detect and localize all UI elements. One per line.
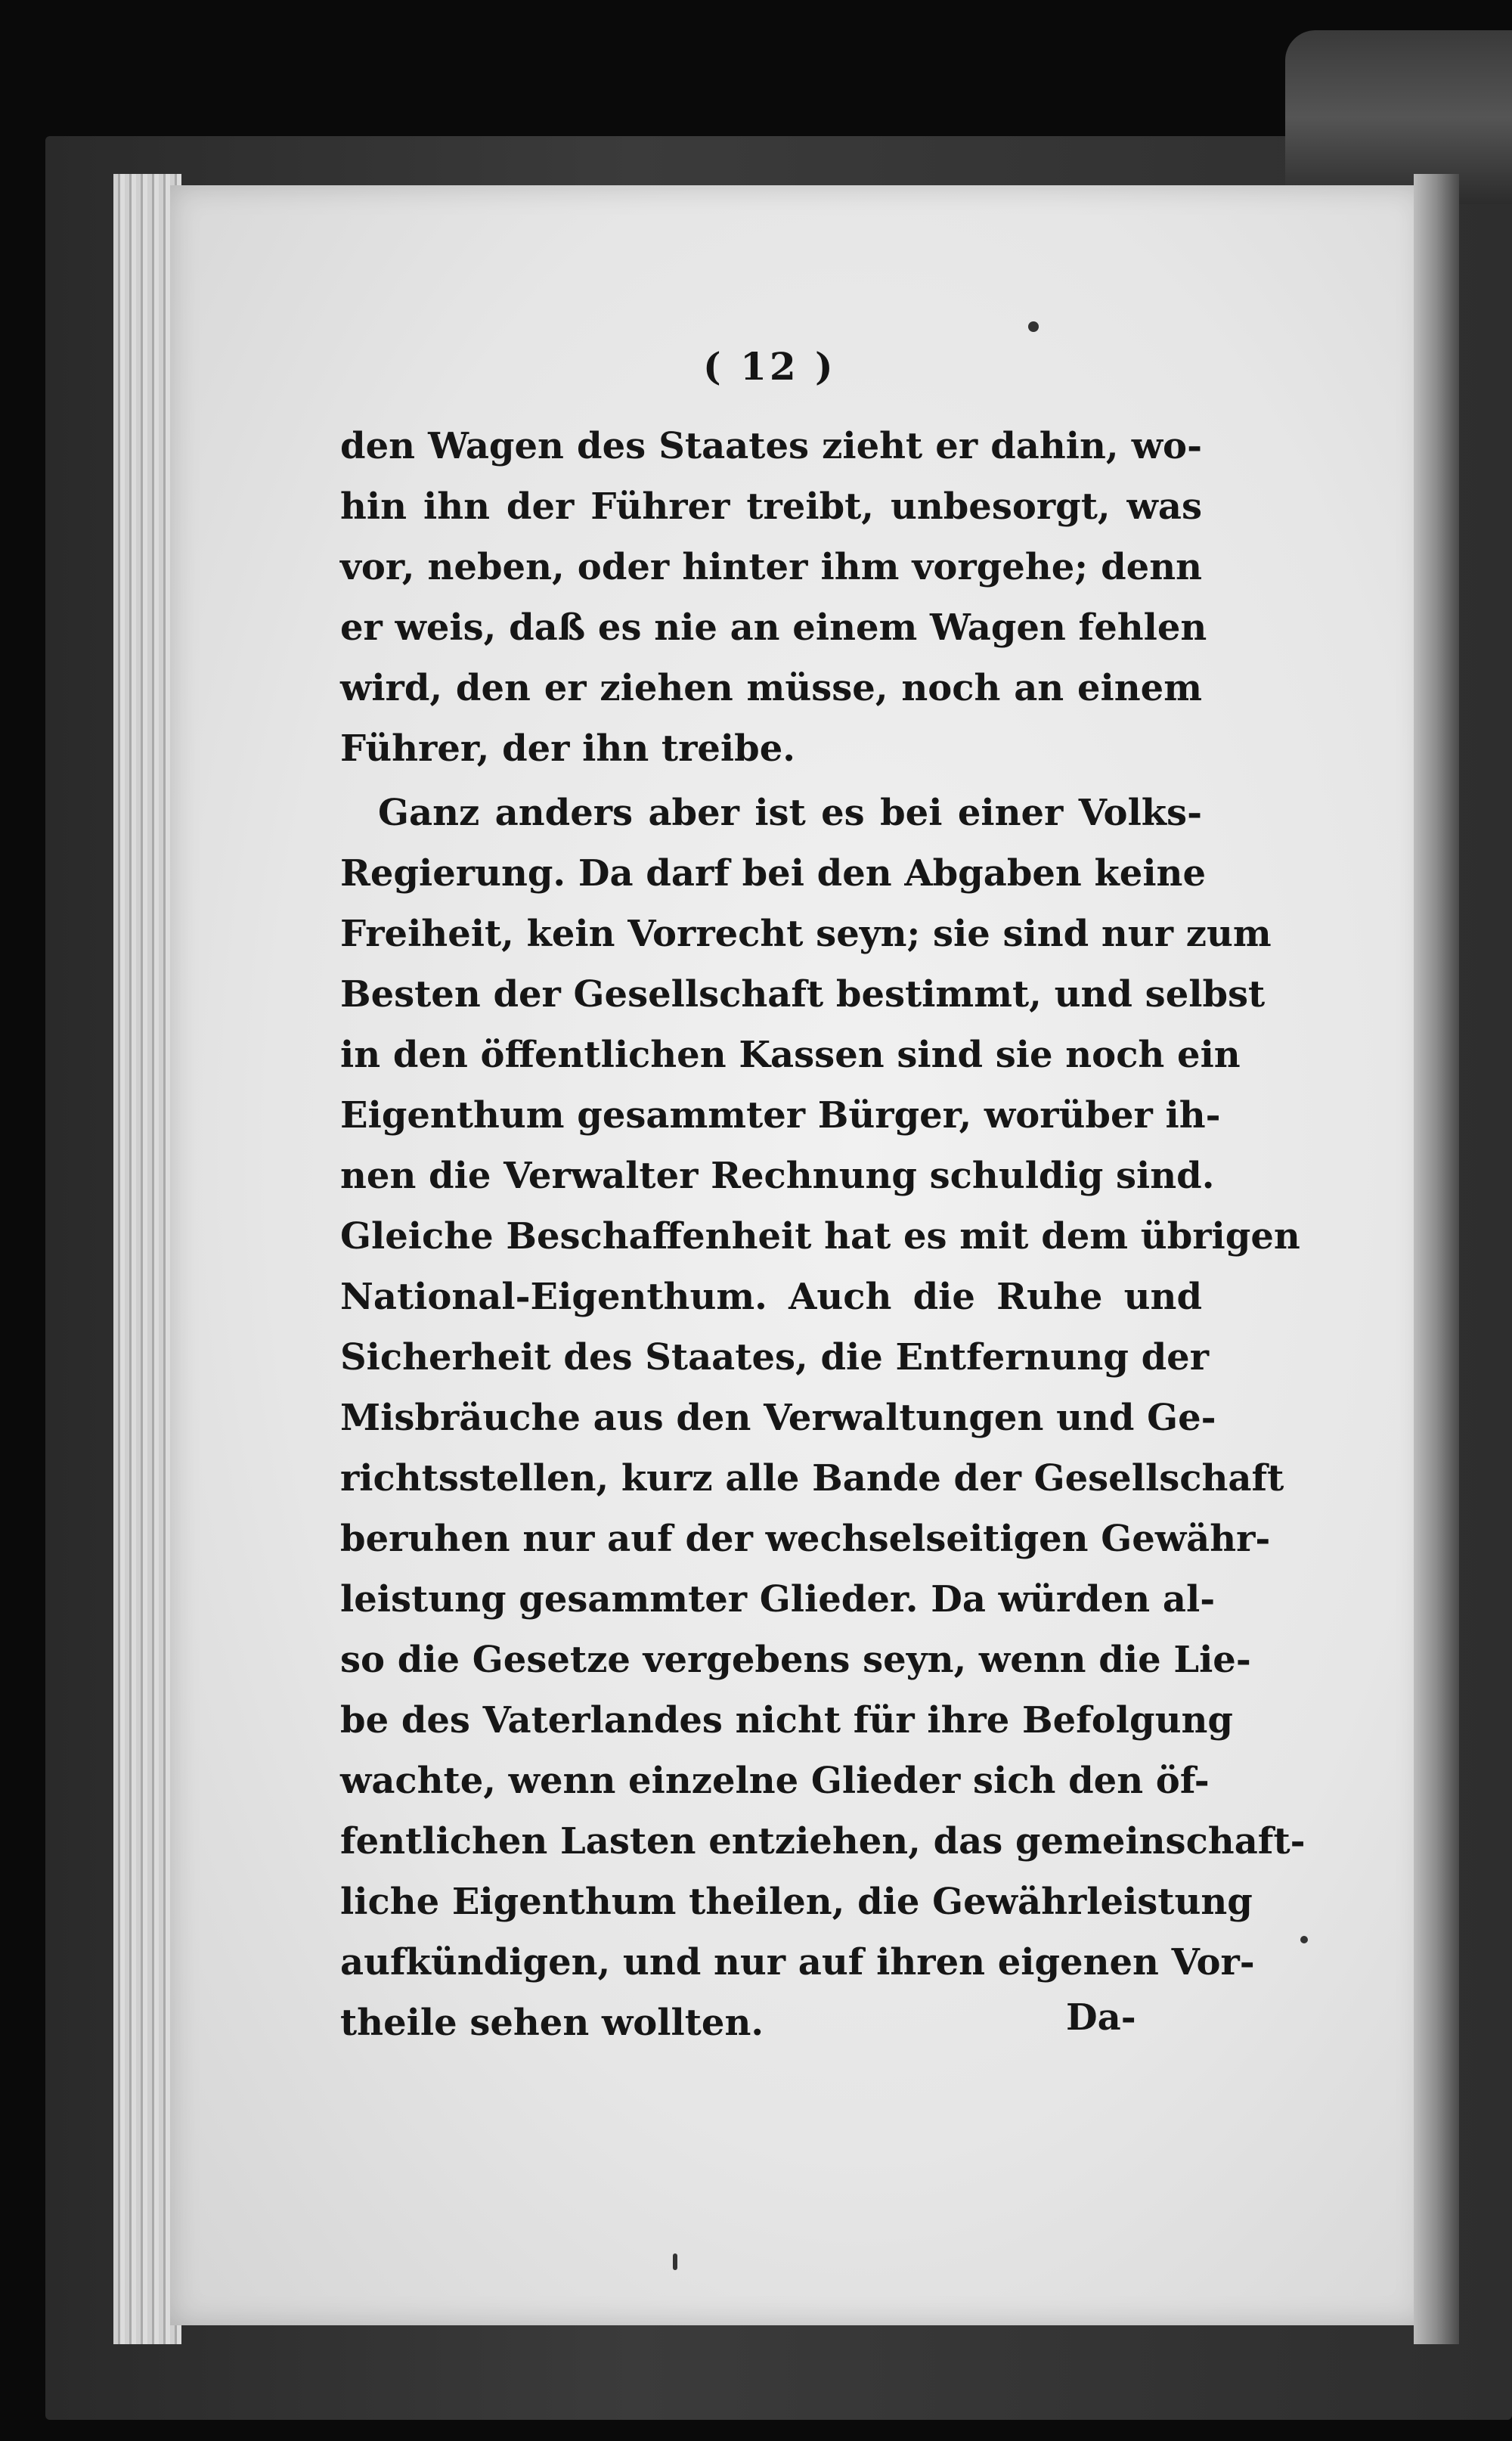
text-line: Gleiche Beschaffenheit hat es mit dem übrigen xyxy=(340,1215,1300,1258)
text-line: Ganz anders aber ist es bei einer Volks- xyxy=(378,792,1202,834)
paper-speck xyxy=(673,2253,677,2270)
text-line: Sicherheit des Staates, die Entfernung der xyxy=(340,1336,1209,1379)
text-line: National-Eigenthum. Auch die Ruhe und xyxy=(340,1276,1202,1318)
text-line: fentlichen Lasten entziehen, das gemeinschaft- xyxy=(340,1820,1306,1863)
text-line: liche Eigenthum theilen, die Gewährleistung xyxy=(340,1881,1253,1923)
text-line: den Wagen des Staates zieht er dahin, wo- xyxy=(340,425,1202,467)
text-line: so die Gesetze vergebens seyn, wenn die Lie- xyxy=(340,1639,1251,1681)
text-line: Besten der Gesellschaft bestimmt, und selbst xyxy=(340,973,1266,1016)
text-line: Regierung. Da darf bei den Abgaben keine xyxy=(340,852,1206,895)
page-number: ( 12 ) xyxy=(703,344,836,389)
text-line: wird, den er ziehen müsse, noch an einem xyxy=(340,667,1202,709)
paper-speck xyxy=(1028,321,1039,332)
book-cover-corner xyxy=(1285,30,1512,204)
text-line: richtsstellen, kurz alle Bande der Gesellschaft xyxy=(340,1457,1284,1500)
text-line: theile sehen wollten. xyxy=(340,2002,764,2044)
text-line: hin ihn der Führer treibt, unbesorgt, was xyxy=(340,485,1202,528)
text-line: Eigenthum gesammter Bürger, worüber ih- xyxy=(340,1094,1221,1137)
text-line: leistung gesammter Glieder. Da würden al- xyxy=(340,1578,1216,1621)
text-line: beruhen nur auf der wechselseitigen Gewähr- xyxy=(340,1518,1271,1560)
text-line: nen die Verwalter Rechnung schuldig sind. xyxy=(340,1155,1215,1197)
text-line: Misbräuche aus den Verwaltungen und Ge- xyxy=(340,1397,1216,1439)
text-line: aufkündigen, und nur auf ihren eigenen Vor- xyxy=(340,1941,1255,1984)
catchword: Da- xyxy=(1066,1996,1136,2039)
text-line: be des Vaterlandes nicht für ihre Befolgung xyxy=(340,1699,1233,1742)
paper-speck xyxy=(1300,1936,1308,1943)
text-line: Führer, der ihn treibe. xyxy=(340,727,795,770)
text-line: er weis, daß es nie an einem Wagen fehlen xyxy=(340,606,1207,649)
text-line: wachte, wenn einzelne Glieder sich den öf- xyxy=(340,1760,1210,1802)
text-line: Freiheit, kein Vorrecht seyn; sie sind nur zum xyxy=(340,913,1272,955)
text-line: in den öffentlichen Kassen sind sie noch ein xyxy=(340,1034,1241,1076)
page-gutter-shadow xyxy=(1414,174,1459,2344)
text-line: vor, neben, oder hinter ihm vorgehe; denn xyxy=(340,546,1202,588)
